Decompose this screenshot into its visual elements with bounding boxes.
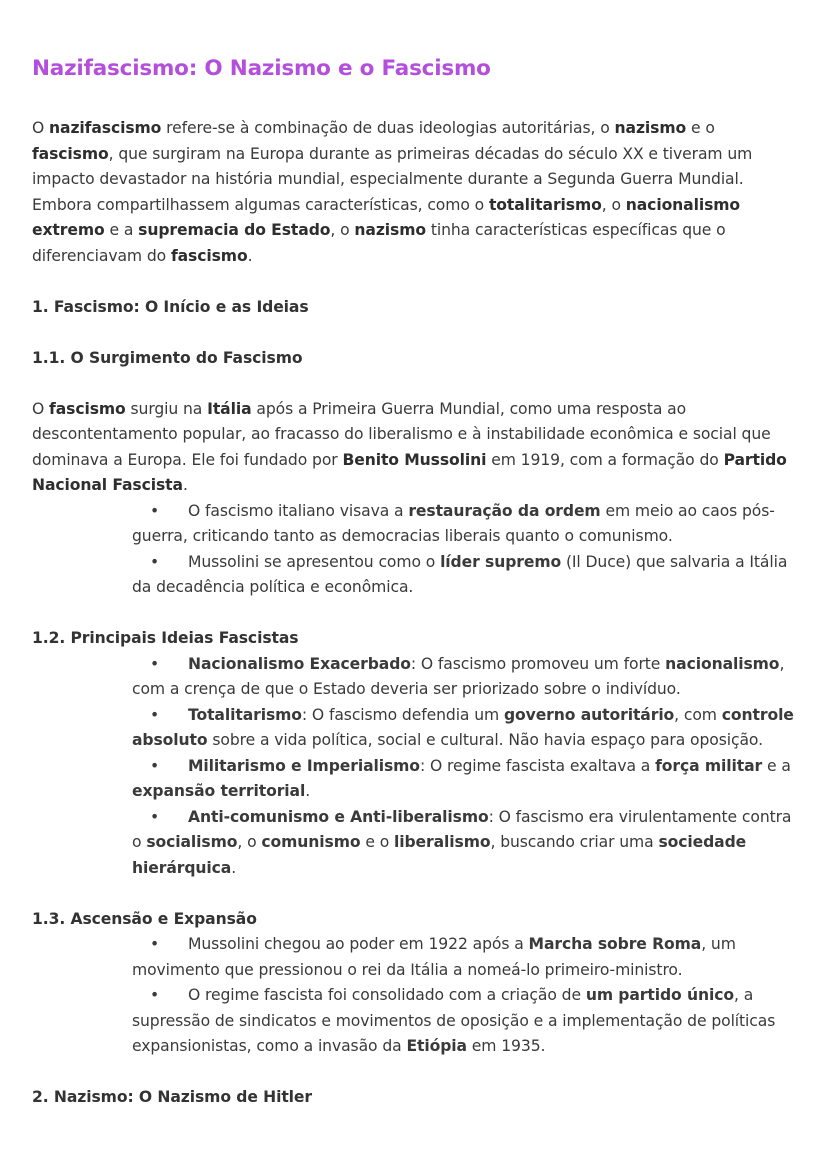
text-run: tinha características específicas que o diferenciavam do: [32, 221, 726, 265]
bullet-list-1-2: [32, 652, 796, 882]
bold-text: Marcha sobre Roma: [528, 935, 702, 953]
paragraph-1-1: [32, 397, 796, 499]
text-run: e a: [104, 221, 139, 239]
bold-text: nazismo: [614, 119, 687, 137]
list-item: [32, 754, 796, 805]
text-run: , com: [674, 705, 722, 724]
bold-text: Partido Nacional Fascista: [32, 450, 787, 494]
text-run: e a: [762, 756, 791, 775]
section-heading-1-1: 1.1. O Surgimento do Fascismo: [32, 348, 303, 367]
list-item: [32, 652, 796, 703]
text-run: .: [182, 476, 188, 494]
bold-text: Benito Mussolini: [342, 450, 487, 469]
text-run: em meio ao caos pós-guerra, criticando tanto as democracias liberais quanto o comunismo.: [132, 501, 775, 545]
text-run: O regime fascista foi consolidado com a criação de: [188, 986, 586, 1004]
bold-text: comunismo: [261, 833, 361, 851]
text-run: .: [247, 246, 253, 265]
bold-text: Anti-comunismo e Anti-liberalismo: [188, 807, 489, 826]
bold-text: nazismo: [354, 221, 426, 239]
list-item: [32, 550, 796, 601]
bold-text: força militar: [655, 756, 763, 775]
bullet-icon: •: [150, 935, 160, 953]
bold-text: nacionalismo: [665, 654, 780, 673]
text-run: refere-se à combinação de duas ideologias autoritárias, o: [161, 119, 615, 137]
bold-text: sociedade hierárquica: [132, 833, 747, 877]
text-run: , o: [330, 221, 355, 239]
list-item: [32, 703, 796, 754]
list-item-text: [132, 983, 796, 1060]
list-item: [32, 499, 796, 550]
list-item-text: [132, 550, 796, 601]
list-item-text: [132, 499, 796, 550]
text-run: O: [32, 119, 50, 137]
bold-text: nazifascismo: [49, 119, 162, 137]
bold-text: fascismo: [32, 144, 109, 163]
section-heading-1: 1. Fascismo: O Início e as Ideias: [32, 297, 309, 316]
list-item-text: [132, 703, 796, 754]
text-run: em 1919, com a formação do: [486, 450, 724, 469]
bold-text: fascismo: [49, 399, 126, 418]
bold-text: supremacia do Estado: [138, 221, 331, 239]
bullet-icon: •: [150, 654, 160, 673]
text-run: : O regime fascista exaltava a: [419, 756, 656, 775]
bullet-icon: •: [150, 552, 160, 571]
bold-text: líder supremo: [440, 552, 562, 571]
bold-text: Itália: [207, 399, 252, 418]
bold-text: governo autoritário: [503, 705, 675, 724]
list-item-text: [132, 805, 796, 882]
bold-text: restauração da ordem: [408, 501, 601, 520]
text-run: sobre a vida política, social e cultural. Não havia espaço para oposição.: [207, 731, 763, 749]
text-run: , com a crença de que o Estado deveria ser priorizado sobre o indivíduo.: [132, 654, 785, 698]
section-heading-1-3: 1.3. Ascensão e Expansão: [32, 909, 257, 928]
bullet-icon: •: [150, 756, 160, 775]
bold-text: totalitarismo: [488, 195, 602, 214]
text-run: surgiu na: [125, 399, 208, 418]
list-item-text: [132, 932, 796, 983]
bold-text: Nacionalismo Exacerbado: [188, 654, 411, 673]
text-run: , buscando criar uma: [490, 833, 659, 851]
text-run: : O fascismo era virulentamente contra o: [132, 807, 792, 851]
page-title: Nazifascismo: O Nazismo e o Fascismo: [32, 56, 491, 81]
bullet-list-1-3: [32, 932, 796, 1060]
bullet-icon: •: [150, 986, 160, 1004]
bold-text: Militarismo e Imperialismo: [188, 756, 420, 775]
text-run: .: [231, 858, 237, 877]
bold-text: nacionalismo extremo: [32, 195, 741, 239]
bold-text: Etiópia: [406, 1037, 467, 1055]
bold-text: fascismo: [170, 246, 248, 265]
text-run: e o: [360, 833, 394, 851]
list-item: [32, 983, 796, 1060]
section-heading-2: 2. Nazismo: O Nazismo de Hitler: [32, 1088, 312, 1106]
text-run: , a supressão de sindicatos e movimentos de oposição e a implementação de políticas expansionistas, como a invasão da: [132, 986, 776, 1055]
list-item-text: [132, 754, 796, 805]
bullet-icon: •: [150, 807, 160, 826]
bullet-list-1-1: [32, 499, 796, 601]
text-run: , um movimento que pressionou o rei da Itália a nomeá-lo primeiro-ministro.: [132, 935, 736, 979]
text-run: , o: [237, 833, 262, 851]
text-run: Mussolini chegou ao poder em 1922 após a: [188, 935, 529, 953]
bold-text: Totalitarismo: [188, 705, 302, 724]
text-run: (Il Duce) que salvaria a Itália da decadência política e econômica.: [132, 552, 788, 596]
text-run: , que surgiram na Europa durante as primeiras décadas do século XX e tiveram um impacto devastador na história mundial, especialmente durante a Segunda Guerra Mundial. Embora compartilhassem algumas características, como o: [32, 144, 753, 214]
text-run: em 1935.: [466, 1037, 546, 1055]
text-run: O: [32, 399, 50, 418]
list-item-text: [132, 652, 796, 703]
text-run: .: [305, 782, 311, 800]
text-run: Mussolini se apresentou como o: [188, 552, 441, 571]
text-run: : O fascismo promoveu um forte: [410, 654, 666, 673]
bold-text: expansão territorial: [132, 782, 306, 800]
text-run: : O fascismo defendia um: [301, 705, 504, 724]
list-item: [32, 932, 796, 983]
text-run: , o: [601, 195, 626, 214]
bold-text: socialismo: [146, 833, 238, 851]
bullet-icon: •: [150, 501, 160, 520]
intro-paragraph: [32, 116, 796, 269]
text-run: após a Primeira Guerra Mundial, como uma resposta ao descontentamento popular, ao fracasso do liberalismo e à instabilidade econômica e social que dominava a Europa. Ele foi fundado por: [32, 399, 771, 469]
bold-text: um partido único: [585, 986, 734, 1004]
text-run: O fascismo italiano visava a: [188, 501, 409, 520]
list-item: [32, 805, 796, 882]
section-heading-1-2: 1.2. Principais Ideias Fascistas: [32, 629, 299, 647]
text-run: e o: [686, 119, 715, 137]
bullet-icon: •: [150, 705, 160, 724]
bold-text: controle absoluto: [132, 705, 794, 749]
bold-text: liberalismo: [394, 833, 491, 851]
